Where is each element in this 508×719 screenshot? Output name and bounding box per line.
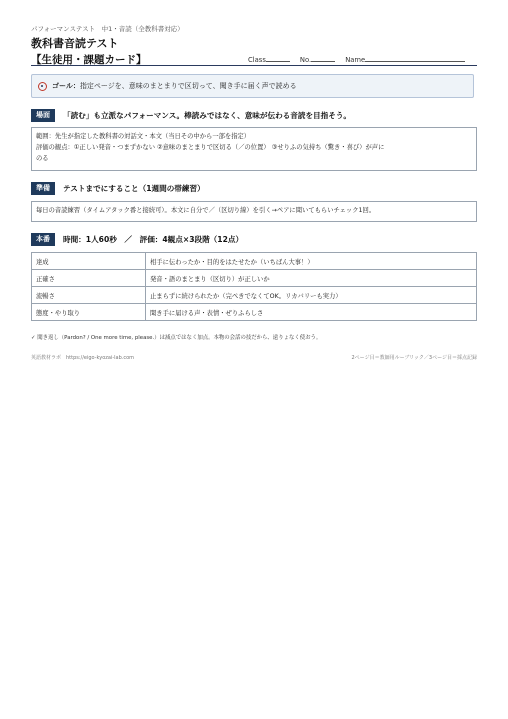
main-heading: 時間：1人60秒 ／ 評価：4観点×3段階（12点）: [63, 235, 244, 244]
scene-tag: 場面: [31, 109, 55, 122]
footer-source: 英語教材ラボ https://eigo-kyozai-lab.com: [31, 355, 135, 361]
target-icon: [38, 82, 47, 91]
name-field[interactable]: Name: [345, 54, 465, 64]
goal-text: 指定ページを、意味のまとまりで区切って、聞き手に届く声で読める: [79, 82, 297, 90]
prep-text: 毎日の音読練習（タイムアタック番と接続可）。本文に自分で／（区切り線）を引く→ペアに聞いてもらいチェック1回。: [36, 207, 376, 214]
criterion-description: 聞き手に届ける声・表情・ぜりふらしさ: [146, 304, 477, 321]
criterion-name: 態度・やり取り: [32, 304, 146, 321]
criterion-description: 相手に伝わったか・目的をはたせたか（いちばん大事！）: [146, 253, 477, 270]
criteria-table: [31, 252, 477, 321]
footnote: ✓ 聞き返し（Pardon? / One more time, please.）は減点ではなく加点。本物の会話の技だから、遠りょなく使おう。: [31, 335, 322, 341]
table-row: [32, 287, 477, 304]
prep-section-header: [31, 182, 205, 195]
prep-heading: テストまでにすること（1週間の帯練習）: [63, 184, 205, 193]
criterion-name: 正確さ: [32, 270, 146, 287]
scene-criteria: 評価の観点：①正しい発音・つまずかない ②意味のまとまりで区切る（／の位置） ③せりふの気持ち（驚き・喜び）が声に: [36, 144, 385, 151]
footer-page-guide: 2ページ目＝教師用ルーブリック／3ページ目＝採点記録: [351, 355, 477, 361]
page-subtitle: 【生徒用・課題カード】: [31, 54, 147, 66]
criterion-description: 止まらずに続けられたか（完ぺきでなくてOK。リカバリーも実力）: [146, 287, 477, 304]
criterion-description: 発音・語のまとまり（区切り）が正しいか: [146, 270, 477, 287]
page-title: 教科書音読テスト: [31, 37, 119, 50]
goal-label: ゴール：: [52, 82, 80, 90]
prep-tag: 準備: [31, 182, 55, 195]
scene-section-header: [31, 109, 351, 122]
scene-criteria-cont: のる: [36, 155, 49, 162]
criterion-name: 達成: [32, 253, 146, 270]
class-field[interactable]: Class: [248, 54, 290, 64]
scene-box: [31, 127, 477, 171]
main-tag: 本番: [31, 233, 55, 246]
prep-box: [31, 201, 477, 222]
table-row: [32, 253, 477, 270]
main-section-header: [31, 233, 243, 246]
scene-range: 範囲：先生が指定した教科書の対話文・本文（当日その中から一部を指定）: [36, 133, 251, 140]
criterion-name: 流暢さ: [32, 287, 146, 304]
number-field[interactable]: No.: [300, 54, 335, 64]
student-info-fields: [248, 54, 465, 64]
header-divider: [31, 65, 477, 66]
table-row: [32, 270, 477, 287]
series-label: パフォーマンステスト 中1・音読（全教科書対応）: [31, 25, 184, 33]
goal-box: [31, 74, 474, 98]
table-row: [32, 304, 477, 321]
scene-heading: 「読む」も立派なパフォーマンス。棒読みではなく、意味が伝わる音読を目指そう。: [63, 111, 352, 120]
